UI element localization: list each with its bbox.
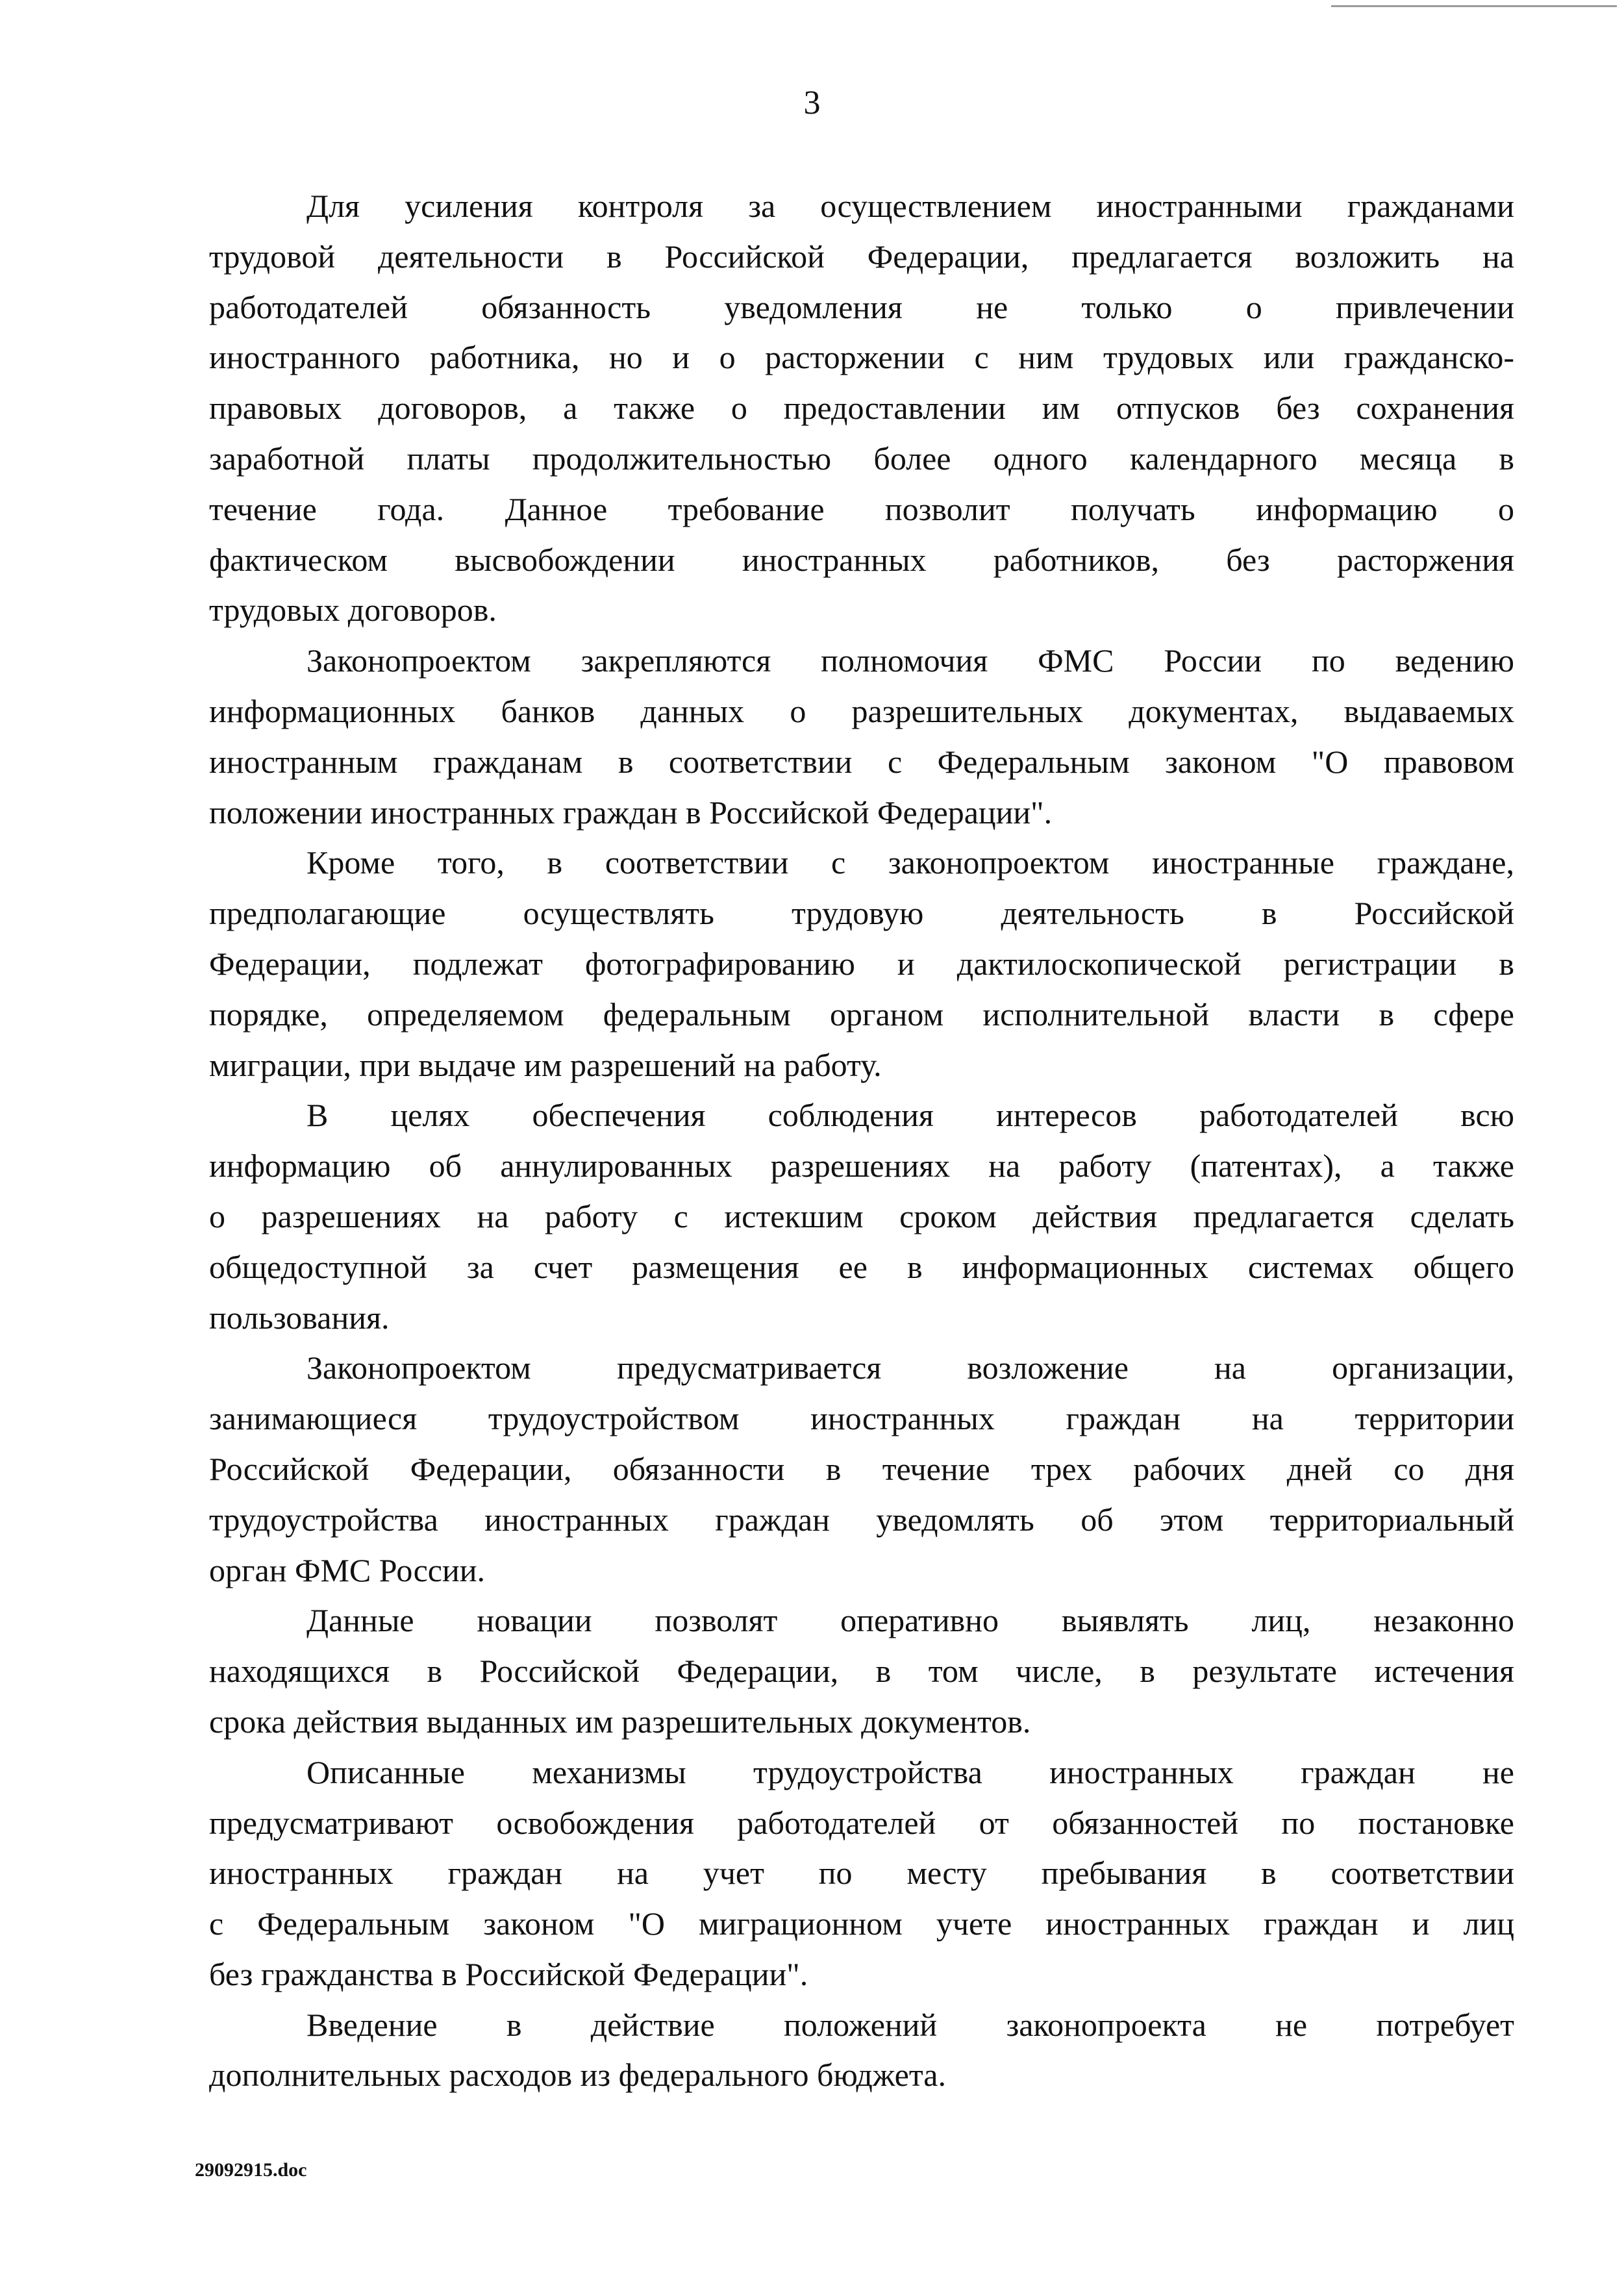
scan-edge-line [1331,5,1617,7]
paragraph [209,181,1514,636]
paragraph [209,1748,1514,2000]
text-line: заработной платы продолжительностью более одного календарного месяца в [209,440,1514,477]
text-line: информацию об аннулированных разрешениях на работу (патентах), а также [209,1147,1514,1184]
text-line: Введение в действие положений законопроекта не потребует [306,2006,1514,2043]
text-line: пользования. [209,1299,390,1336]
paragraph [209,1343,1514,1596]
text-line: фактическом высвобождении иностранных работников, без расторжения [209,541,1514,578]
text-line: работодателей обязанность уведомления не только о привлечении [209,288,1514,325]
text-line: без гражданства в Российской Федерации". [209,1955,808,1992]
text-line: трудовых договоров. [209,592,497,629]
text-line: трудовой деятельности в Российской Федерации, предлагается возложить на [209,238,1514,275]
text-line: правовых договоров, а также о предоставлении им отпусков без сохранения [209,390,1514,427]
text-line: с Федеральным законом "О миграционном учете иностранных граждан и лиц [209,1905,1514,1942]
text-line: Данные новации позволят оперативно выявлять лиц, незаконно [306,1602,1514,1639]
text-line: иностранного работника, но и о расторжении с ним трудовых или гражданско- [209,339,1514,376]
text-line: орган ФМС России. [209,1551,485,1588]
footer-filename: 29092915.doc [195,2159,307,2181]
text-line: находящихся в Российской Федерации, в том числе, в результате истечения [209,1653,1514,1690]
document-body [209,181,1514,2101]
text-line: общедоступной за счет размещения ее в информационных системах общего [209,1248,1514,1285]
text-line: дополнительных расходов из федерального бюджета. [209,2057,946,2094]
text-line: течение года. Данное требование позволит получать информацию о [209,490,1514,527]
page-number: 3 [803,84,821,121]
text-line: информационных банков данных о разрешительных документах, выдаваемых [209,692,1514,729]
text-line: Федерации, подлежат фотографированию и дактилоскопической регистрации в [209,945,1514,982]
text-line: Российской Федерации, обязанности в течение трех рабочих дней со дня [209,1450,1514,1487]
text-line: иностранных граждан на учет по месту пребывания в соответствии [209,1855,1514,1892]
text-line: Законопроектом предусматривается возложение на организации, [306,1349,1514,1386]
text-line: положении иностранных граждан в Российской Федерации". [209,794,1053,831]
text-line: миграции, при выдаче им разрешений на работу. [209,1046,882,1083]
text-line: Для усиления контроля за осуществлением иностранными гражданами [306,188,1514,224]
text-line: занимающиеся трудоустройством иностранных граждан на территории [209,1400,1514,1437]
text-line: Законопроектом закрепляются полномочия ФМС России по ведению [306,642,1514,679]
text-line: трудоустройства иностранных граждан уведомлять об этом территориальный [209,1501,1514,1538]
paragraph [209,1090,1514,1343]
paragraph [209,2000,1514,2101]
text-line: предполагающие осуществлять трудовую деятельность в Российской [209,895,1514,932]
text-line: В целях обеспечения соблюдения интересов работодателей всю [306,1097,1514,1134]
paragraph [209,636,1514,838]
text-line: о разрешениях на работу с истекшим сроком действия предлагается сделать [209,1197,1514,1234]
text-line: Описанные механизмы трудоустройства иностранных граждан не [306,1753,1514,1790]
text-line: предусматривают освобождения работодателей от обязанностей по постановке [209,1804,1514,1841]
paragraph [209,838,1514,1090]
paragraph [209,1596,1514,1747]
text-line: срока действия выданных им разрешительных документов. [209,1703,1031,1740]
text-line: Кроме того, в соответствии с законопроектом иностранные граждане, [306,844,1514,881]
text-line: порядке, определяемом федеральным органом исполнительной власти в сфере [209,996,1514,1033]
text-line: иностранным гражданам в соответствии с Федеральным законом "О правовом [209,743,1514,780]
